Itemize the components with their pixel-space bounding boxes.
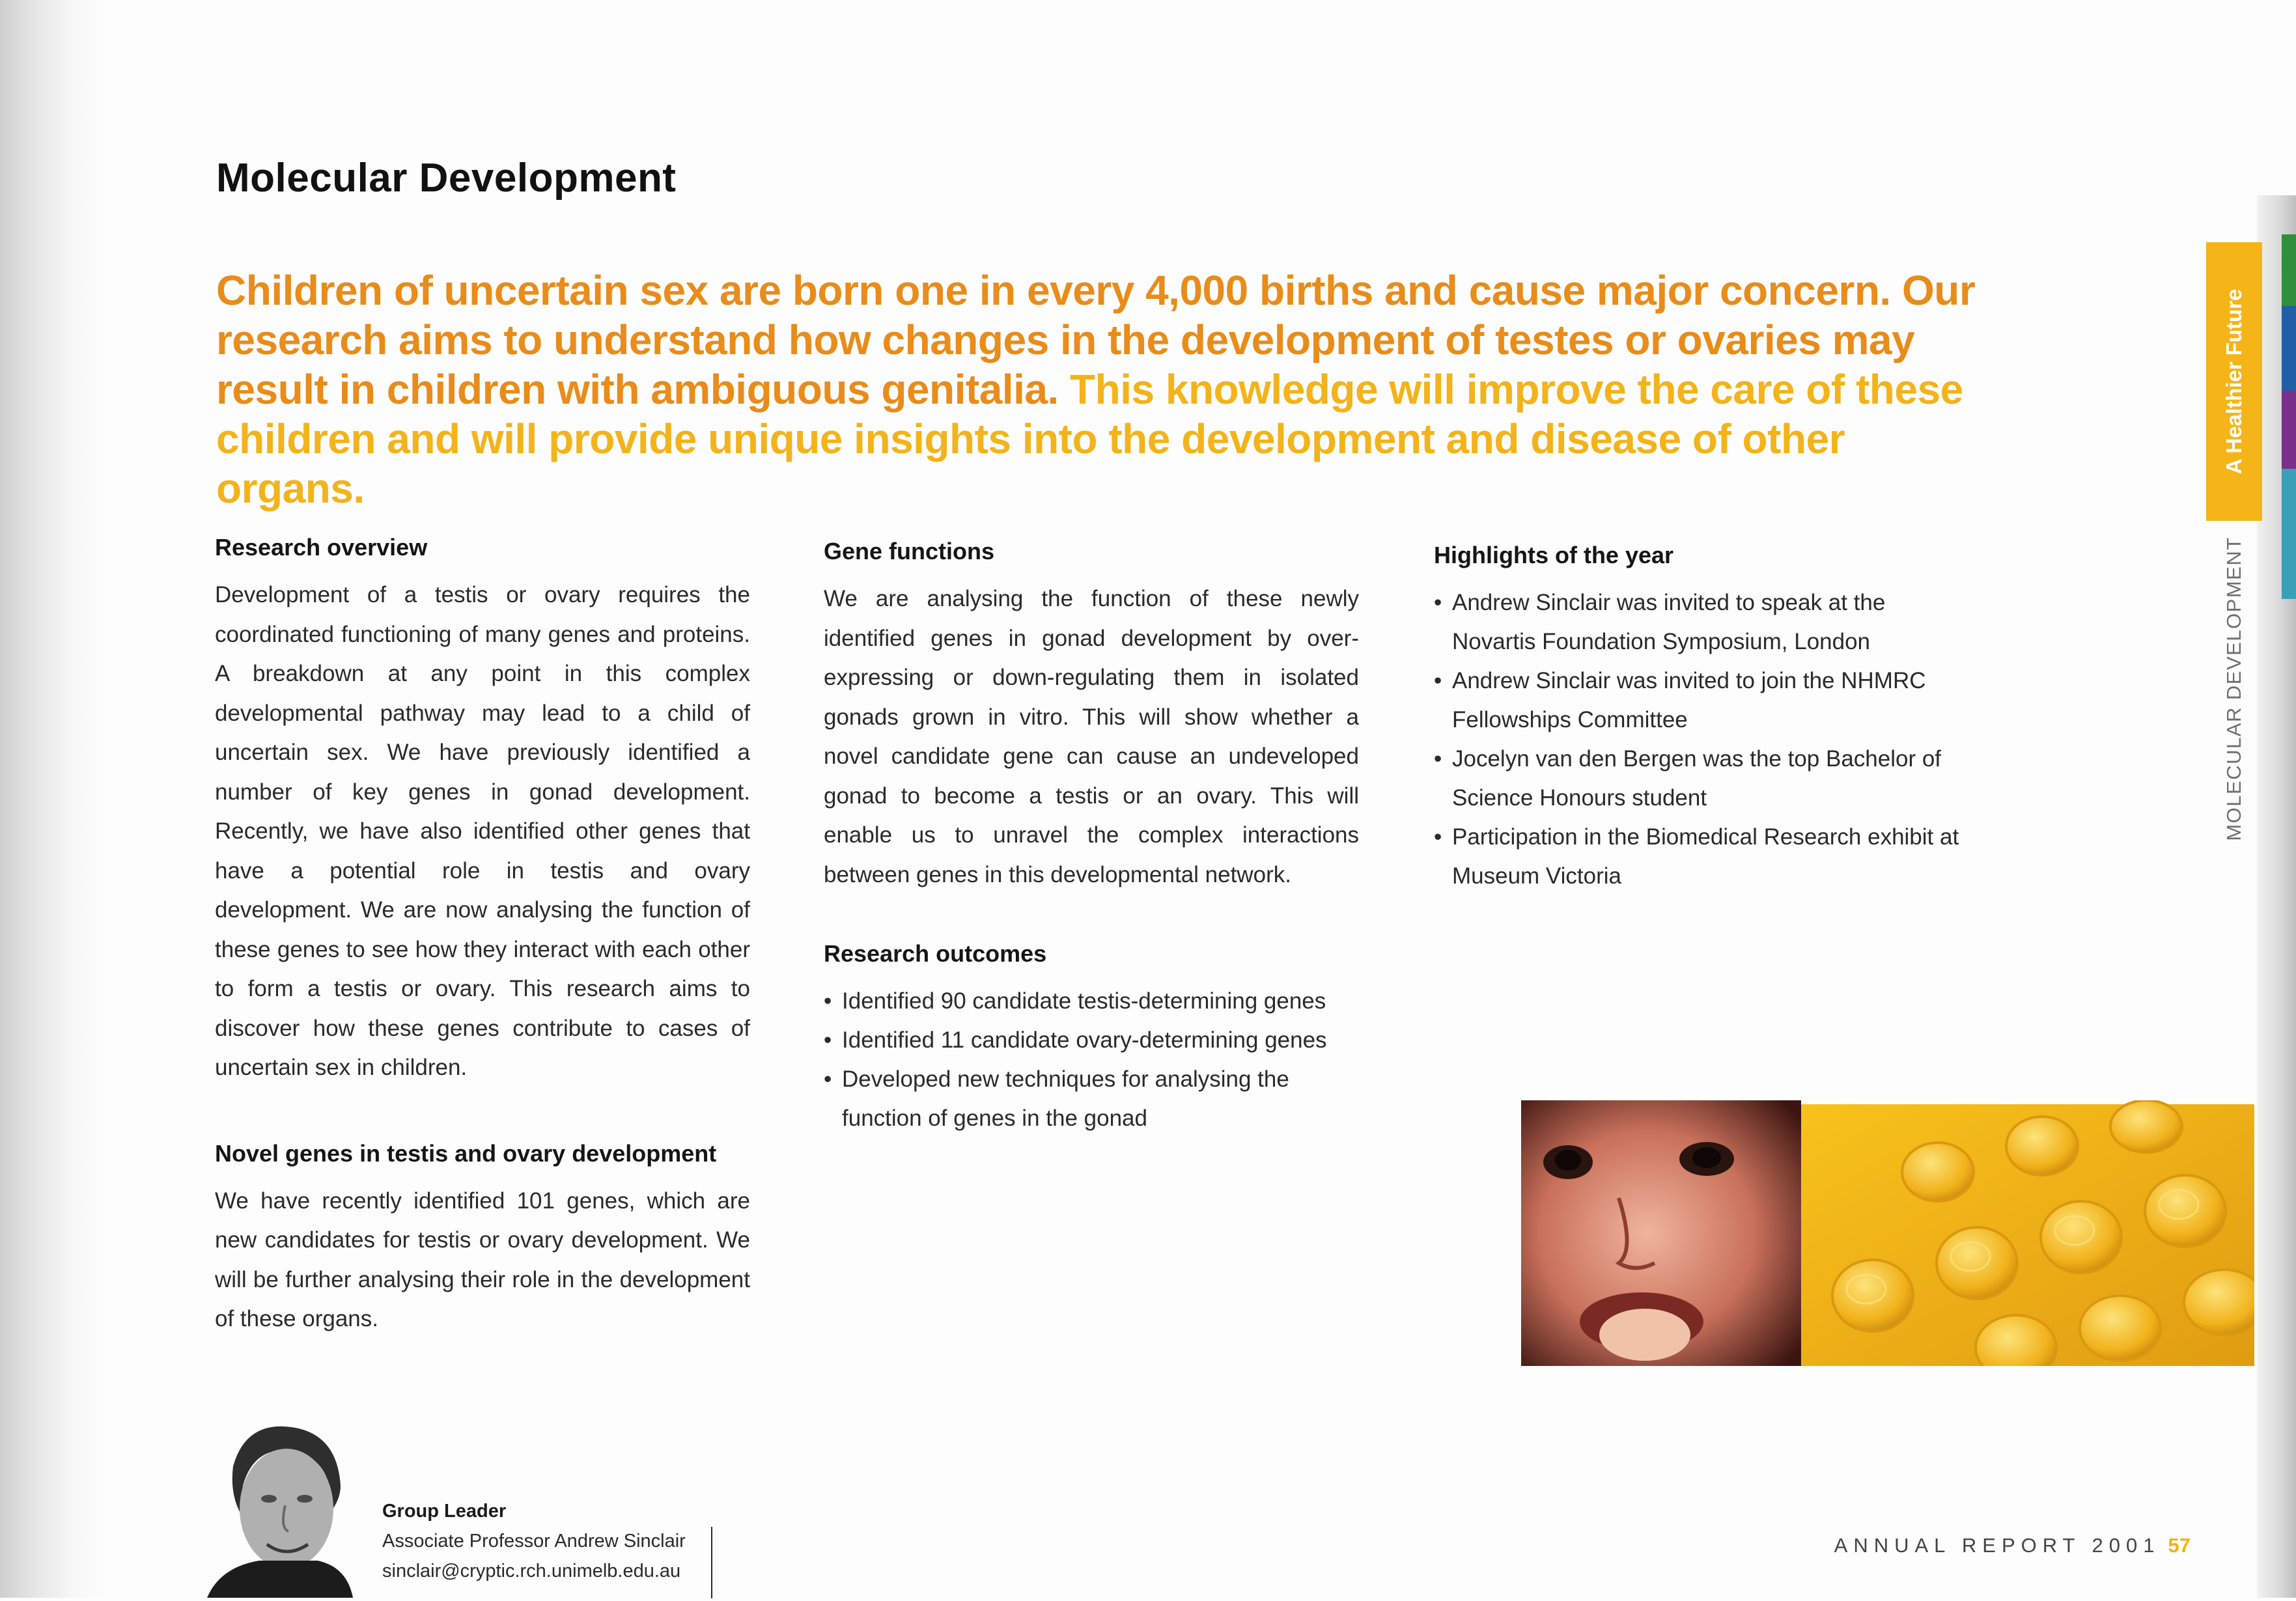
page-footer <box>1834 1534 2191 1557</box>
portrait-illustration <box>207 1414 353 1598</box>
page-number: 57 <box>2168 1534 2191 1557</box>
novel-genes-heading: Novel genes in testis and ovary development <box>215 1139 717 1167</box>
section-vertical-label: MOLECULAR DEVELOPMENT <box>2222 536 2245 841</box>
page-spine-shadow <box>0 0 104 1598</box>
list-item: • Participation in the Biomedical Research exhibit at Museum Victoria <box>1434 818 1974 896</box>
left-column <box>215 534 750 1339</box>
gene-functions-heading: Gene functions <box>824 538 995 564</box>
baby-and-cells-photo <box>1521 1100 2254 1366</box>
list-item: • Andrew Sinclair was invited to speak at the Novartis Foundation Symposium, London <box>1434 583 1974 661</box>
list-item: • Identified 90 candidate testis-determining genes <box>824 982 1359 1021</box>
list-item: • Andrew Sinclair was invited to join the NHMRC Fellowships Committee <box>1434 661 1974 740</box>
list-item: • Developed new techniques for analysing the function of genes in the gonad <box>824 1060 1359 1138</box>
middle-column <box>824 538 1359 1138</box>
edge-stripe <box>2282 469 2296 599</box>
research-outcomes-list <box>824 982 1359 1138</box>
lead-text-orange: Children of uncertain sex are born one in every 4,000 births and cause major concern. Our research aims to understand how changes in the development of testes or ovaries may result in children with ambiguous genitalia. <box>216 267 1976 413</box>
highlights-heading: Highlights of the year <box>1434 542 1674 568</box>
edge-stripe <box>2282 391 2296 482</box>
group-leader-name: Associate Professor Andrew Sinclair <box>382 1531 686 1552</box>
lead-paragraph <box>216 266 1987 513</box>
section-tab <box>2206 242 2262 521</box>
lead-text-yellow: This knowledge will improve the care of these children and will provide unique insights into the development and disease of other organs. <box>216 366 1963 512</box>
group-leader-label: Group Leader <box>382 1501 507 1522</box>
group-leader-photo <box>207 1414 353 1598</box>
divider <box>711 1527 712 1598</box>
section-tab-label: A Healthier Future <box>2222 288 2246 475</box>
group-leader-info <box>382 1496 686 1586</box>
list-item: • Identified 11 candidate ovary-determining genes <box>824 1021 1359 1060</box>
photo-illustration <box>1521 1100 2254 1366</box>
right-column <box>1434 542 1974 896</box>
gene-functions-body: We are analysing the function of these newly identified genes in gonad development by over-expressing or down-regulating them in isolated gonads grown in vitro. This will show whether a novel candidate gene can cause an undeveloped gonad to become a testis or an ovary. This will enable us to unravel the complex interactions between genes in this developmental network. <box>824 586 1359 887</box>
page-edges <box>2257 195 2296 1598</box>
page-title: Molecular Development <box>216 156 677 201</box>
footer-report-title: ANNUAL REPORT 2001 <box>1834 1534 2161 1557</box>
research-outcomes-heading: Research outcomes <box>824 940 1047 967</box>
group-leader-email[interactable]: sinclair@cryptic.rch.unimelb.edu.au <box>382 1561 681 1581</box>
research-overview-heading: Research overview <box>215 534 428 561</box>
research-overview-body: Development of a testis or ovary requires the coordinated functioning of many genes and proteins. A breakdown at any point in this complex developmental pathway may lead to a child of uncertain sex. We have previously identified a number of key genes in gonad development. Recently, we have also identified other genes that have a potential role in testis and ovary development. We are now analysing the function of these genes to see how they interact with each other to form a testis or ovary. This research aims to discover how these genes contribute to cases of uncertain sex in children. <box>215 582 750 1080</box>
novel-genes-body: We have recently identified 101 genes, which are new candidates for testis or ovary development. We will be further analysing their role in the development of these organs. <box>215 1188 750 1331</box>
highlights-list <box>1434 583 1974 896</box>
list-item: • Jocelyn van den Bergen was the top Bachelor of Science Honours student <box>1434 740 1974 818</box>
